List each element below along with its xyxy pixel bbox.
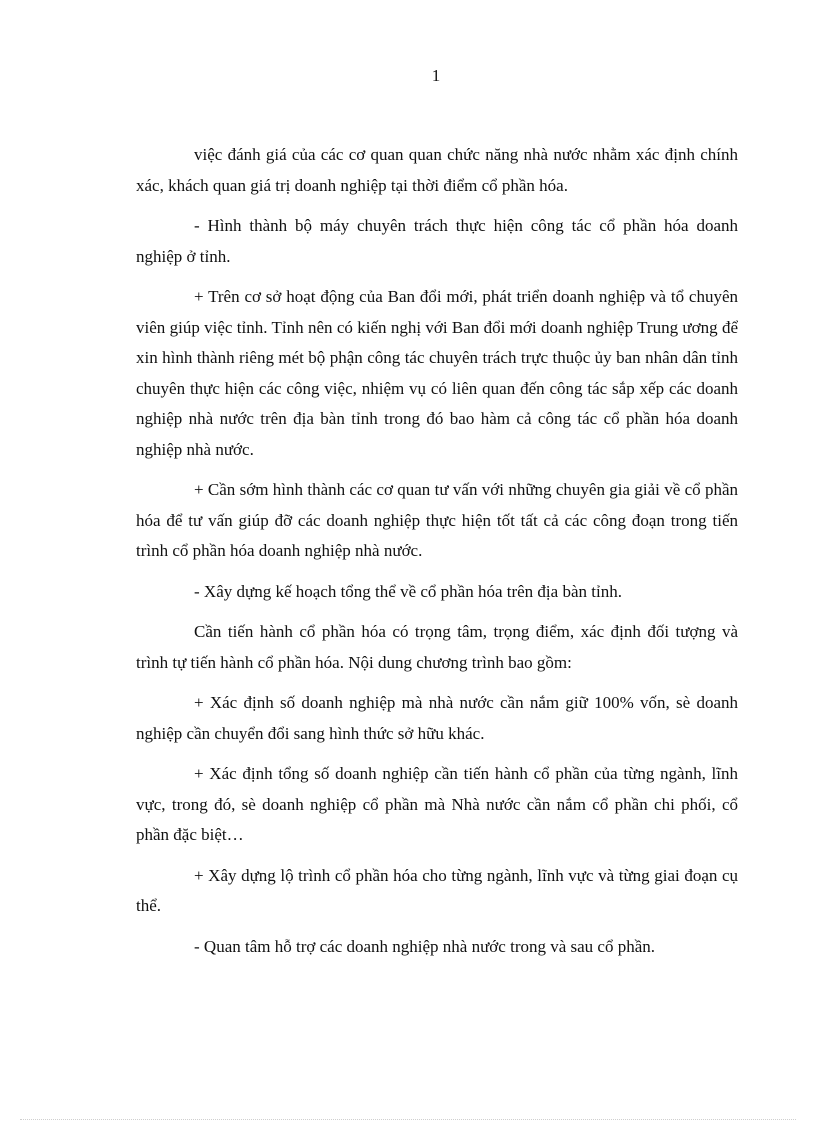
page-number: 1 bbox=[431, 66, 441, 85]
page-bottom-divider bbox=[20, 1119, 796, 1120]
paragraph: Cần tiến hành cổ phần hóa có trọng tâm, trọng điểm, xác định đối tượng và trình tự tiến hành cổ phần hóa. Nội dung chương trình bao gồm: bbox=[136, 622, 738, 672]
paragraph: + Xác định tổng số doanh nghiệp cần tiến hành cổ phần của từng ngành, lĩnh vực, trong đó, sè doanh nghiệp cổ phần mà Nhà nước cần nắm cổ phần chi phối, cổ phần đặc biệt… bbox=[136, 764, 738, 844]
paragraph: việc đánh giá của các cơ quan quan chức năng nhà nước nhằm xác định chính xác, khách quan giá trị doanh nghiệp tại thời điểm cổ phần hóa. bbox=[136, 145, 738, 195]
paragraph: - Quan tâm hỗ trợ các doanh nghiệp nhà nước trong và sau cổ phần. bbox=[194, 936, 656, 956]
paragraph: - Hình thành bộ máy chuyên trách thực hiện công tác cổ phần hóa doanh nghiệp ở tỉnh. bbox=[136, 216, 738, 266]
paragraph: + Cần sớm hình thành các cơ quan tư vấn với những chuyên gia giải về cổ phần hóa để tư vấn giúp đỡ các doanh nghiệp thực hiện tốt tất cả các công đoạn trong tiến trình cổ phần hóa doanh nghiệp nhà nước. bbox=[136, 480, 738, 560]
paragraph: - Xây dựng kế hoạch tổng thể về cổ phần hóa trên địa bàn tỉnh. bbox=[194, 581, 622, 601]
paragraph: + Trên cơ sở hoạt động của Ban đổi mới, phát triển doanh nghiệp và tổ chuyên viên giúp việc tỉnh. Tỉnh nên có kiến nghị với Ban đổi mới doanh nghiệp Trung ương để xin hình thành riêng mét bộ phận công tác chuyên trách trực thuộc ủy ban nhân dân tỉnh chuyên thực hiện các công việc, nhiệm vụ có liên quan đến công tác sắp xếp các doanh nghiệp nhà nước trên địa bàn tỉnh trong đó bao hàm cả công tác cổ phần hóa doanh nghiệp nhà nước. bbox=[136, 287, 738, 459]
document-body bbox=[136, 140, 738, 972]
paragraph: + Xây dựng lộ trình cổ phần hóa cho từng ngành, lĩnh vực và từng giai đoạn cụ thể. bbox=[136, 865, 738, 915]
paragraph: + Xác định số doanh nghiệp mà nhà nước cần nắm giữ 100% vốn, sè doanh nghiệp cần chuyển đổi sang hình thức sở hữu khác. bbox=[136, 693, 738, 743]
